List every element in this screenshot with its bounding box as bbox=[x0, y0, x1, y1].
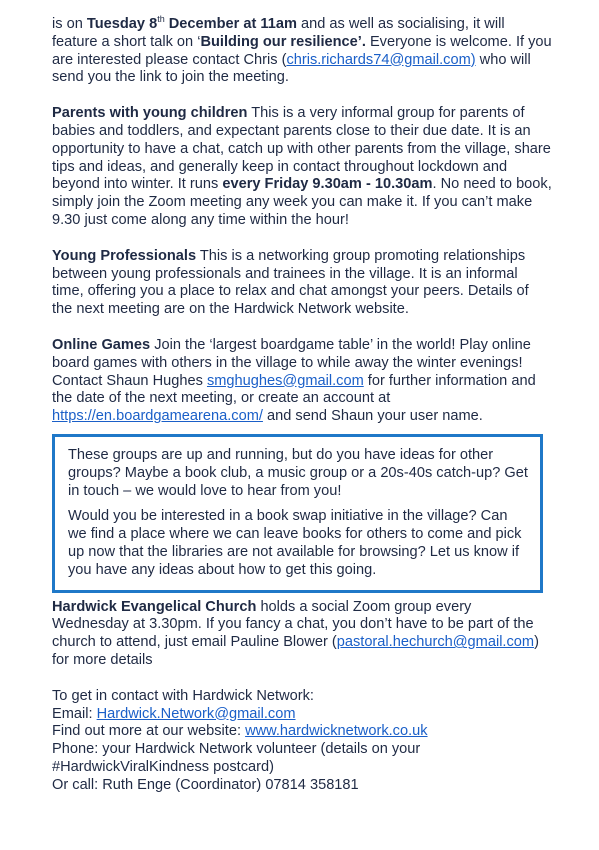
boardgamearena-link[interactable]: https://en.boardgamearena.com/ bbox=[52, 408, 263, 425]
network-website-link[interactable]: www.hardwicknetwork.co.uk bbox=[245, 723, 428, 740]
church-text-1: holds a social Zoom group every Wednesday at 3.30pm. If you fancy a chat, you don’t have to be part of the church to attend, just email Pauline Blower ( bbox=[52, 598, 534, 651]
intro-time: December at 11am bbox=[164, 16, 297, 32]
shaun-email-link[interactable]: smghughes@gmail.com bbox=[206, 372, 364, 389]
young-professionals-text: This is a networking group promoting relationships between young professionals and trainees in the village. It is an informal time, offering you a place to relax and chat amongst your peers. Details of the next meeting are on the Hardwick Network website. bbox=[52, 247, 529, 318]
church-text-2: ) for more details bbox=[52, 634, 539, 668]
intro-date-suffix: th bbox=[157, 14, 165, 25]
contact-email-label: Email: bbox=[52, 705, 97, 722]
intro-text-1: is on bbox=[52, 16, 87, 32]
parents-text-1: This is a very informal group for parents of babies and toddlers, and expectant parents close to their due date. It is an opportunity to have a chat, catch up with other parents from the village, share tips and ideas, and generally keep in contact throughout lockdown and beyond into winter. It runs bbox=[52, 105, 551, 193]
intro-talk-title: Building our resilience’. bbox=[200, 33, 366, 50]
online-games-paragraph bbox=[52, 337, 552, 426]
intro-text-4: who will send you the link to join the meeting. bbox=[52, 51, 531, 86]
chris-email-link[interactable]: chris.richards74@gmail.com) bbox=[286, 51, 476, 68]
newsletter-page bbox=[52, 16, 552, 794]
young-professionals-heading: Young Professionals bbox=[52, 247, 197, 264]
network-email-link[interactable]: Hardwick.Network@gmail.com bbox=[96, 705, 296, 722]
intro-text-3: Everyone is welcome. If you are interested please contact Chris ( bbox=[52, 33, 552, 68]
contact-web-line bbox=[52, 723, 552, 741]
church-paragraph bbox=[52, 599, 552, 670]
parents-heading: Parents with young children bbox=[52, 105, 248, 122]
ideas-box bbox=[52, 434, 543, 593]
pastoral-email-link[interactable]: pastoral.hechurch@gmail.com bbox=[336, 634, 535, 651]
games-text-2: for further information and the date of the next meeting, or create an account at bbox=[52, 372, 536, 407]
parents-schedule: every Friday 9.30am - 10.30am bbox=[222, 176, 433, 193]
intro-text-2: and as well as socialising, it will feature a short talk on ‘ bbox=[52, 16, 505, 50]
parents-paragraph bbox=[52, 105, 552, 230]
contact-phone-line-1: Phone: your Hardwick Network volunteer (details on your bbox=[52, 741, 421, 758]
ideas-box-paragraph-2: Would you be interested in a book swap initiative in the village? Can we find a place where we can leave books for others to come and pick up now that the libraries are not available for browsing? Let us know if you have any ideas about how to get this going. bbox=[68, 508, 522, 578]
contact-email-line bbox=[52, 706, 552, 724]
intro-date: Tuesday 8 bbox=[86, 16, 158, 32]
church-heading: Hardwick Evangelical Church bbox=[52, 598, 257, 615]
parents-text-2: . No need to book, simply join the Zoom meeting any week you can make it. If you can’t make 9.30 just come along any time within the hour! bbox=[52, 176, 552, 228]
contact-web-label: Find out more at our website: bbox=[52, 723, 246, 740]
ideas-box-paragraph-1: These groups are up and running, but do you have ideas for other groups? Maybe a book club, a music group or a 20s-40s catch-up? Get in touch – we would love to hear from you! bbox=[68, 446, 528, 499]
contact-call-line: Or call: Ruth Enge (Coordinator) 07814 358181 bbox=[52, 776, 359, 793]
games-text-3: and send Shaun your user name. bbox=[262, 408, 483, 425]
games-text-1: Join the ‘largest boardgame table’ in the world! Play online board games with others in the village to while away the winter evenings! Contact Shaun Hughes bbox=[52, 336, 531, 389]
young-professionals-paragraph bbox=[52, 248, 552, 319]
online-games-heading: Online Games bbox=[52, 336, 151, 353]
contact-phone-line-2: #HardwickViralKindness postcard) bbox=[52, 758, 274, 775]
intro-paragraph bbox=[52, 16, 552, 87]
contact-intro: To get in contact with Hardwick Network: bbox=[52, 687, 314, 704]
